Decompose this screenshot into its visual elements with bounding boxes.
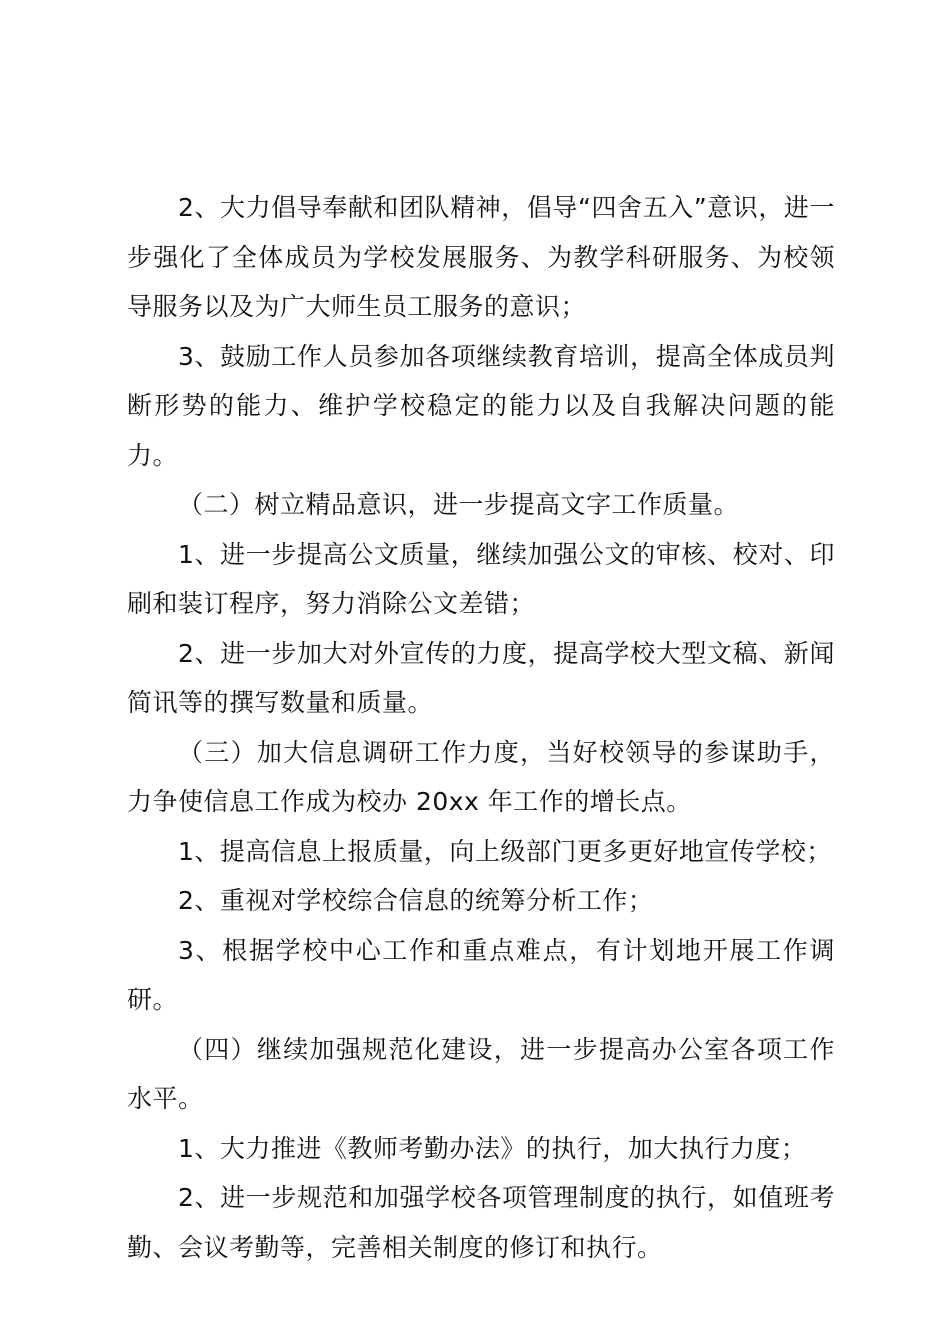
section-heading-4: （四）继续加强规范化建设，进一步提高办公室各项工作水平。 <box>127 1034 835 1113</box>
section-heading-3: （三）加大信息调研工作力度，当好校领导的参谋助手，力争使信息工作成为校办 20xx 年工作的增长点。 <box>127 737 835 816</box>
paragraph-5: 1、提高信息上报质量，向上级部门更多更好地宣传学校； <box>178 836 832 866</box>
paragraph-4: 2、进一步加大对外宣传的力度，提高学校大型文稿、新闻简讯等的撰写数量和质量。 <box>127 638 835 717</box>
paragraph-9: 2、进一步规范和加强学校各项管理制度的执行，如值班考勤、会议考勤等，完善相关制度的修订和执行。 <box>127 1183 835 1262</box>
paragraph-7: 3、根据学校中心工作和重点难点，有计划地开展工作调研。 <box>127 935 835 1014</box>
paragraph-1: 2、大力倡导奉献和团队精神，倡导“四舍五入”意识，进一步强化了全体成员为学校发展服务、为教学科研服务、为校领导服务以及为广大师生员工服务的意识； <box>127 193 835 321</box>
section-heading-2: （二）树立精品意识，进一步提高文字工作质量。 <box>178 490 740 519</box>
paragraph-6: 2、重视对学校综合信息的统筹分析工作； <box>178 886 654 915</box>
paragraph-3: 1、进一步提高公文质量，继续加强公文的审核、校对、印刷和装订程序，努力消除公文差错； <box>127 539 835 618</box>
paragraph-2: 3、鼓励工作人员参加各项继续教育培训，提高全体成员判断形势的能力、维护学校稳定的能力以及自我解决问题的能力。 <box>127 341 835 470</box>
document-body <box>127 183 835 1272</box>
paragraph-8: 1、大力推进《教师考勤办法》的执行，加大执行力度； <box>178 1133 807 1163</box>
